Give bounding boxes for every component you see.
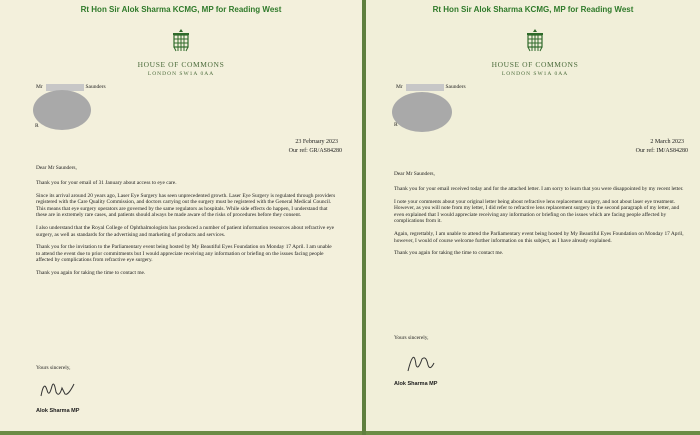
house-of-commons-label: HOUSE OF COMMONS [137,60,225,69]
addressee-prefix: Mr [36,84,43,90]
addressee-name: Saunders [85,84,106,90]
addressee-name: Saunders [445,84,466,90]
body-paragraph: Thank you again for taking the time to contact me. [36,269,146,276]
body-paragraph: Thank you again for taking the time to contact me. [394,250,504,257]
closing: Yours sincerely, [36,365,71,371]
letter-date: 23 February 2023 [295,139,338,145]
address-redaction [33,90,91,130]
postcode-label: LONDON SW1A 0AA [147,71,215,77]
mp-header-name: Rt Hon Sir Alok Sharma KCMG, MP for Reading West [432,5,634,14]
address-fragment: R [35,123,39,129]
signature-image [402,345,438,375]
letter-body [36,180,336,283]
signer-name: Alok Sharma MP [36,408,80,414]
postcode-label: LONDON SW1A 0AA [501,71,569,77]
closing: Yours sincerely, [394,335,429,341]
body-paragraph: Thank you for your email received today and for the attached letter. I am sorry to learn that you were disappointed by my recent letter. [394,186,684,192]
our-reference: Our ref: GR/AS84280 [288,148,342,154]
body-paragraph: Again, regrettably, I am unable to attend the Parliamentary event being hosted by My Beautiful Eyes Foundation on Monday 17 April, however, I would of course welcome further information on this subject, as I have already explained. [394,230,684,244]
portcullis-icon [524,28,546,52]
body-paragraph: I also understand that the Royal College of Ophthalmologists has produced a number of patient information resources about refractive eye surgery, as well as standards for the advertising and marketing of products and services. [36,224,335,238]
portcullis-icon [170,28,192,52]
address-redaction [392,92,452,132]
salutation: Dear Mr Saunders, [36,165,77,171]
our-reference: Our ref: IM/AS84280 [635,148,688,154]
house-of-commons-label: HOUSE OF COMMONS [491,60,579,69]
letter-date: 2 March 2023 [650,139,684,145]
signature-image [38,376,78,400]
body-paragraph: Since its arrival around 20 years ago, Laser Eye Surgery has seen unprecedented growth. Laser Eye Surgery is regulated through providers registered with the Care Quality Commission, and doctors carrying out the surgery must be registered with the General Medical Council. This means that eye surgery operators are governed by the same regulators as hospitals. While side effects do happen, I understand that these are in extremely rare cases, and patients should always be made aware of the risks of procedures before they consent. [36,192,336,219]
mp-header-name: Rt Hon Sir Alok Sharma KCMG, MP for Reading West [80,5,282,14]
letter-right [366,0,700,435]
signer-name: Alok Sharma MP [394,381,438,387]
address-fragment: R [394,122,398,128]
body-paragraph: Thank you for the invitation to the Parliamentary event being hosted by My Beautiful Eyes Foundation on Monday 17 April. I am unable to attend the event due to prior commitments but I would appreciate receiving any information or briefing on the issues facing people affected by complications from refractive eye surgery. [36,244,332,264]
salutation: Dear Mr Saunders, [394,171,435,177]
addressee-prefix: Mr [396,84,403,90]
letter-body [394,186,686,263]
body-paragraph: I note your comments about your original letter being about refractive lens replacement surgery, and not about laser eye treatment. However, as you will note from my letter, I did refer to refractive lens replacement surgery in the second paragraph of my letter, and even explained that I would appreciate receiving any information or briefing on the issues which are facing people affected by complications from it. [394,198,680,225]
redaction-bar [406,84,444,91]
body-paragraph: Thank you for your email of 31 January about access to eye care. [36,180,177,186]
